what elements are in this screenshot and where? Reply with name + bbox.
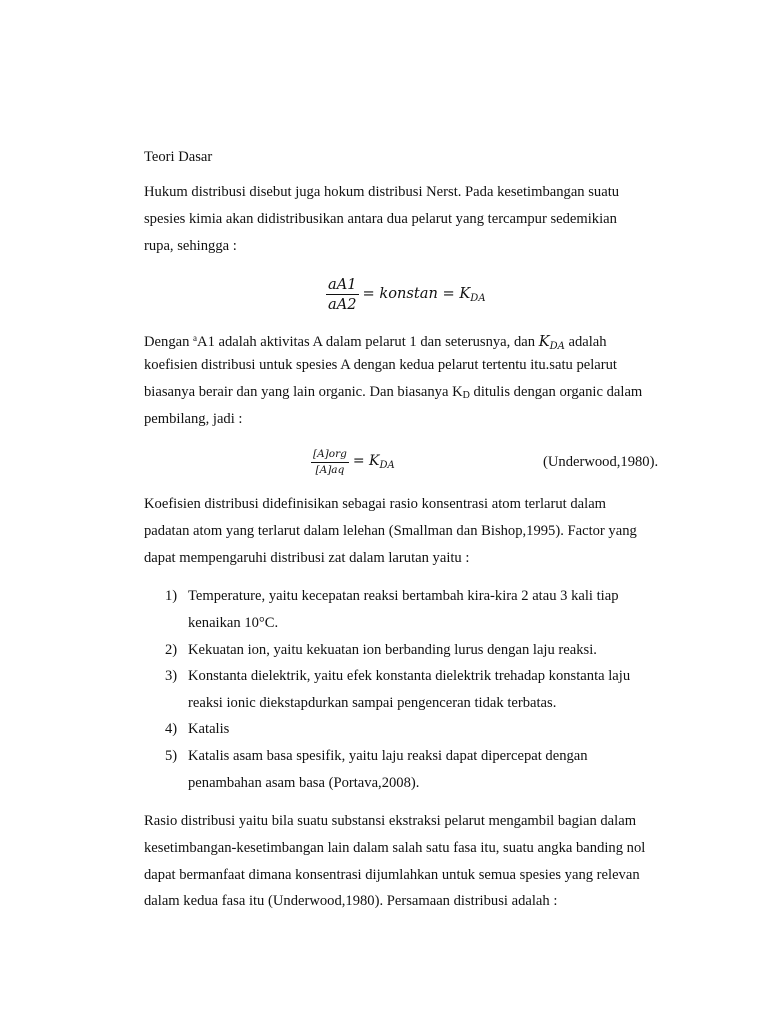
factor-3-line-2: reaksi ionic diekstapdurkan sampai pengenceran tidak terbatas. (188, 695, 557, 711)
kd-subscript: D (462, 390, 470, 401)
paragraph-2-line-2: koefisien distribusi untuk spesies A dengan kedua pelarut tertentu itu.satu pelarut (144, 357, 617, 373)
paragraph-2-line-1 (144, 329, 607, 356)
paragraph-4-line-2: kesetimbangan-kesetimbangan lain dalam salah satu fasa itu, suatu angka banding nol (144, 840, 646, 856)
factor-2-line-1: Kekuatan ion, yaitu kekuatan ion berbanding lurus dengan laju reaksi. (188, 642, 597, 658)
paragraph-4-line-3: dapat bermanfaat dimana konsentrasi dijumlahkan untuk semua spesies yang relevan (144, 867, 640, 883)
paragraph-2-line-4: pembilang, jadi : (144, 411, 243, 427)
equation-2-rhs-text: = K (352, 453, 380, 469)
kda-inline-math (539, 333, 565, 350)
factor-4-number: 4) (165, 721, 178, 737)
equation-2-rhs (353, 453, 395, 471)
equation-1-fraction (326, 276, 359, 313)
equation-1-denominator: aA2 (328, 295, 357, 313)
equation-1-rhs-subscript: DA (470, 292, 486, 304)
paragraph-1-line-1: Hukum distribusi disebut juga hokum distribusi Nerst. Pada kesetimbangan suatu (144, 184, 620, 200)
equation-1-rhs-text: = konstan = K (362, 284, 471, 302)
factor-4-line-1: Katalis (188, 721, 230, 737)
paragraph-4-line-1: Rasio distribusi yaitu bila suatu substansi ekstraksi pelarut mengambil bagian dalam (144, 813, 637, 829)
kda-symbol: K (538, 333, 550, 350)
equation-distribution-constant (326, 274, 486, 314)
paragraph-1-line-3: rupa, sehingga : (144, 238, 237, 254)
section-heading: Teori Dasar (144, 149, 213, 165)
factor-5-line-2: penambahan asam basa (Portava,2008). (188, 775, 420, 791)
factor-2-number: 2) (165, 642, 178, 658)
factor-5-line-1: Katalis asam basa spesifik, yaitu laju reaksi dapat dipercepat dengan (188, 748, 588, 764)
factor-1-number: 1) (165, 588, 178, 604)
factor-1-line-1: Temperature, yaitu kecepatan reaksi bertambah kira-kira 2 atau 3 kali tiap (188, 588, 619, 604)
kda-subscript: DA (549, 341, 565, 352)
paragraph-4-line-4: dalam kedua fasa itu (Underwood,1980). Persamaan distribusi adalah : (144, 893, 558, 909)
equation-2-citation: (Underwood,1980). (543, 454, 659, 470)
activity-superscript: a (193, 333, 198, 343)
equation-2-numerator: [A]org (311, 448, 349, 463)
equation-1-numerator: aA1 (328, 275, 357, 293)
paragraph-2-line-3-end: ditulis dengan organic dalam (469, 384, 643, 400)
factor-1-line-2: kenaikan 10°C. (188, 615, 279, 631)
factor-3-number: 3) (165, 668, 178, 684)
equation-2-fraction (311, 448, 349, 477)
paragraph-1-line-2: spesies kimia akan didistribusikan antara dua pelarut yang tercampur sedemikian (144, 211, 617, 227)
equation-concentration-ratio (311, 445, 395, 479)
factor-3-line-1: Konstanta dielektrik, yaitu efek konstanta dielektrik trehadap konstanta laju (188, 668, 631, 684)
paragraph-3-line-2: padatan atom yang terlarut dalam lelehan (Smallman dan Bishop,1995). Factor yang (144, 523, 637, 539)
paragraph-2-text-start: Dengan (144, 334, 194, 350)
paragraph-2-line-3-start: biasanya berair dan yang lain organic. Dan biasanya K (144, 384, 463, 400)
paragraph-3-line-3: dapat mempengaruhi distribusi zat dalam larutan yaitu : (144, 550, 470, 566)
paragraph-2-text-mid: A1 adalah aktivitas A dalam pelarut 1 dan seterusnya, dan (197, 334, 539, 350)
equation-2-rhs-subscript: DA (379, 460, 395, 471)
paragraph-2-line-3 (144, 383, 642, 405)
paragraph-2-text-end: adalah (564, 334, 607, 350)
paragraph-3-line-1: Koefisien distribusi didefinisikan sebagai rasio konsentrasi atom terlarut dalam (144, 496, 607, 512)
equation-1-rhs (363, 285, 486, 304)
factor-5-number: 5) (165, 748, 178, 764)
equation-2-denominator: [A]aq (315, 463, 345, 476)
